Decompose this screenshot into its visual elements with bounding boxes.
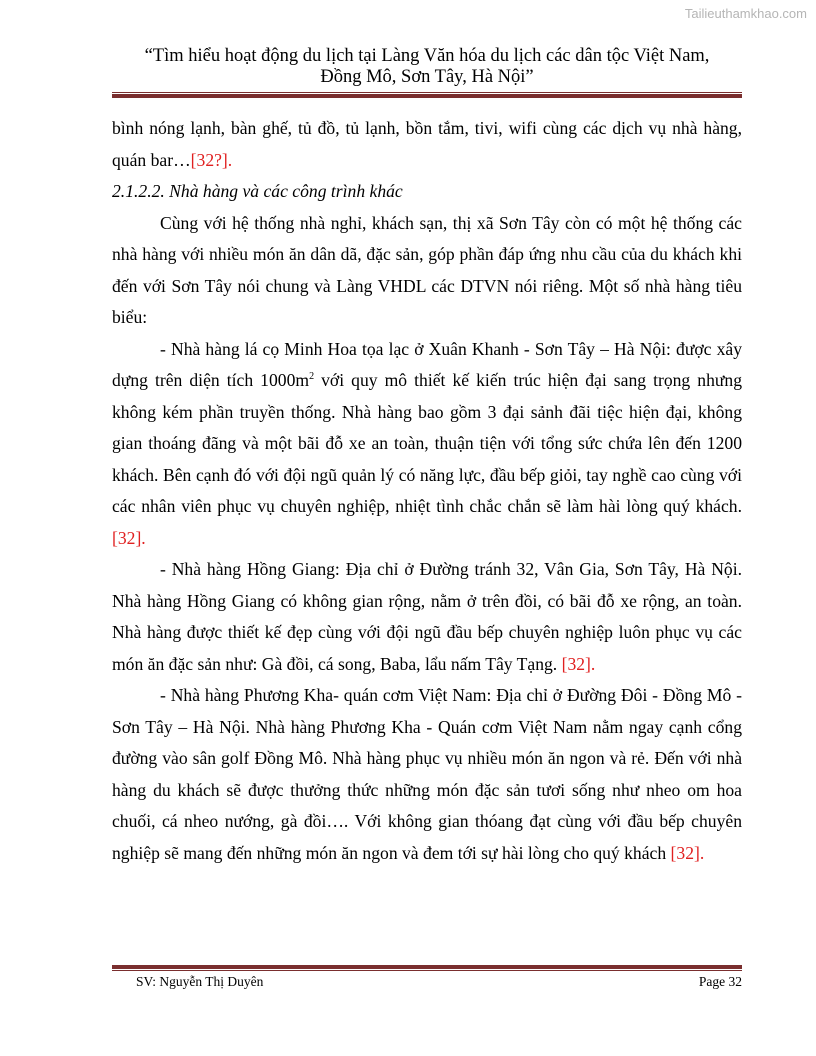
citation: [32]. [112,527,146,548]
citation: [32?]. [190,149,233,170]
section-heading: 2.1.2.2. Nhà hàng và các công trình khác [112,181,403,201]
page-body [112,113,742,869]
header-rule [112,92,742,98]
header-line-2: Đồng Mô, Sơn Tây, Hà Nội” [320,67,534,87]
running-header [112,46,742,88]
paragraph-3: - Nhà hàng lá cọ Minh Hoa tọa lạc ở Xuân Khanh - Sơn Tây – Hà Nội: được xây dựng trên diện tích $1000m^2$ với quy mô thiết kế kiến trúc hiện đại sang trọng nhưng không kém phần truyền thống. Nhà hàng bao gồm 3 đại sảnh đãi tiệc hiện đại, không gian thoáng đãng và một bãi đỗ xe an toàn, thuận tiện với tổng sức chứa lên đến 1200 khách. Bên cạnh đó với đội ngũ quản lý có năng lực, đầu bếp giỏi, tay nghề cao cùng với các nhân viên phục vụ chuyên nghiệp, nhiệt tình chắc chắn sẽ làm hài lòng quý khách. [32]. [112,338,743,548]
student-name: SV: Nguyễn Thị Duyên [136,974,264,989]
header-line-1: “Tìm hiểu hoạt động du lịch tại Làng Văn hóa du lịch các dân tộc Việt Nam, [144,46,710,66]
page-number: Page 32 [698,974,742,989]
paragraph-1: bình nóng lạnh, bàn ghế, tủ đồ, tủ lạnh, bồn tắm, tivi, wifi cùng các dịch vụ nhà hàng, quán bar…[32?]. [112,118,742,170]
citation: [32]. [561,653,596,674]
citation: [32]. [670,842,705,863]
paragraph-2: Cùng với hệ thống nhà nghỉ, khách sạn, thị xã Sơn Tây còn có một hệ thống các nhà hàng với nhiều món ăn dân dã, đặc sản, góp phần đáp ứng nhu cầu của du khách khi đến với Sơn Tây nói chung và Làng VHDL các DTVN nói riêng. Một số nhà hàng tiêu biểu: [112,212,742,327]
page-footer [136,974,742,990]
footer-rule [112,965,742,971]
paragraph-4: - Nhà hàng Hồng Giang: Địa chỉ ở Đường tránh 32, Vân Gia, Sơn Tây, Hà Nội. Nhà hàng Hồng Giang có không gian rộng, nằm ở trên đồi, có bãi đỗ xe rộng, an toàn. Nhà hàng được thiết kế đẹp cùng với đội ngũ đầu bếp chuyên nghiệp luôn phục vụ các món ăn đặc sản như: Gà đồi, cá song, Baba, lẩu nấm Tây Tạng. [32]. [112,559,742,674]
paragraph-5: - Nhà hàng Phương Kha- quán cơm Việt Nam: Địa chỉ ở Đường Đôi - Đồng Mô - Sơn Tây – Hà Nội. Nhà hàng Phương Kha - Quán cơm Việt Nam nằm ngay cạnh cổng đường vào sân golf Đồng Mô. Nhà hàng phục vụ nhiều món ăn ngon và rẻ. Đến với nhà hàng du khách sẽ được thưởng thức những món đặc sản tươi sống như nheo om hoa chuối, cá nheo nướng, gà đồi…. Với không gian thóang đạt cùng với đầu bếp chuyên nghiệp sẽ mang đến những món ăn ngon và đem tới sự hài lòng cho quý khách [32]. [112,685,742,863]
watermark: Tailieuthamkhao.com [684,6,807,21]
